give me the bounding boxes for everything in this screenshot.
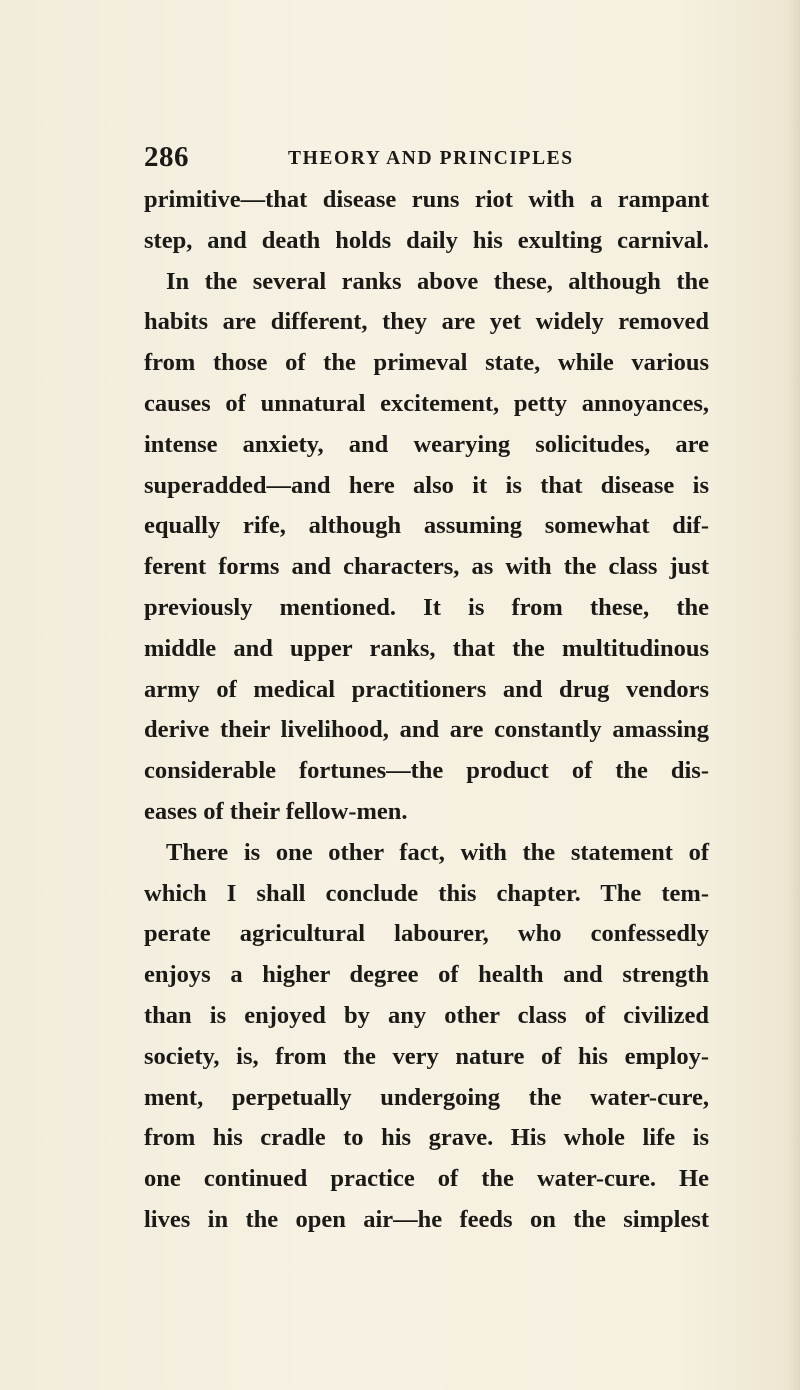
text-line: There is one other fact, with the statement of (166, 838, 709, 866)
page-header (144, 140, 704, 174)
text-line: habits are different, they are yet widely removed (144, 308, 709, 336)
text-line: which I shall conclude this chapter. The tem- (144, 879, 709, 907)
text-line: society, is, from the very nature of his employ- (144, 1042, 709, 1070)
text-line: one continued practice of the water-cure. He (144, 1165, 709, 1193)
text-line: derive their livelihood, and are constantly amassing (144, 716, 709, 744)
text-line: previously mentioned. It is from these, the (144, 593, 709, 621)
text-line: from those of the primeval state, while various (144, 349, 709, 377)
text-line: primitive—that disease runs riot with a rampant (144, 186, 709, 213)
text-line: ment, perpetually undergoing the water-cure, (144, 1083, 709, 1111)
text-line: In the several ranks above these, although the (166, 267, 709, 295)
text-line: ferent forms and characters, as with the class just (144, 553, 709, 581)
text-line: intense anxiety, and wearying solicitudes, are (144, 430, 709, 458)
text-line: from his cradle to his grave. His whole life is (144, 1124, 709, 1152)
text-line: superadded—and here also it is that disease is (144, 471, 709, 499)
text-line: considerable fortunes—the product of the dis- (144, 757, 709, 785)
text-line: causes of unnatural excitement, petty annoyances, (144, 389, 709, 417)
text-line: lives in the open air—he feeds on the simplest (144, 1205, 709, 1233)
text-line: than is enjoyed by any other class of civilized (144, 1001, 709, 1029)
text-line: middle and upper ranks, that the multitudinous (144, 634, 709, 662)
text-line: perate agricultural labourer, who confessedly (144, 920, 709, 948)
page-edge-shadow (786, 0, 800, 1390)
text-line: army of medical practitioners and drug vendors (144, 675, 709, 703)
text-line: eases of their fellow-men. (144, 797, 408, 825)
text-line: equally rife, although assuming somewhat dif- (144, 512, 709, 540)
body-text (144, 180, 709, 1241)
page-number: 286 (144, 141, 189, 173)
text-line: enjoys a higher degree of health and strength (144, 961, 709, 989)
text-line: step, and death holds daily his exulting carnival. (144, 226, 709, 254)
running-head: THEORY AND PRINCIPLES (288, 148, 574, 169)
